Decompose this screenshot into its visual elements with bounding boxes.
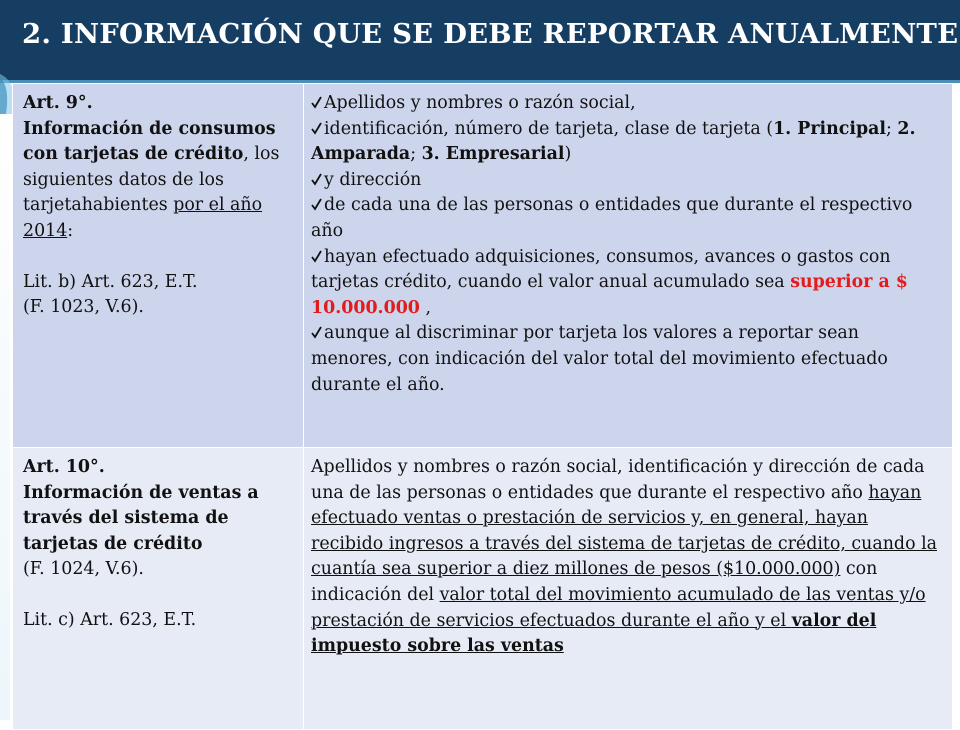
check-mark-icon: [311, 326, 322, 339]
requirements-underlined: valor total del movimiento acumulado de las ventas y/o prestación de servicios efectuados durante el año y el: [311, 584, 926, 631]
legal-reference: Lit. c) Art. 623, E.T.: [23, 609, 197, 630]
list-item: [311, 91, 942, 117]
title-bar: [0, 0, 960, 80]
article-heading: Información de ventas a través del sistema de tarjetas de crédito: [23, 482, 259, 554]
list-item: [311, 321, 942, 398]
separator-text: ;: [886, 118, 898, 139]
requirements-cell: [304, 84, 953, 448]
report-table: [12, 83, 953, 730]
requirements-text: con indicación del: [311, 559, 878, 605]
list-item-text: hayan efectuado adquisiciones, consumos, avances o gastos con tarjetas crédito, cuando el valor anual acumulado sea: [311, 246, 891, 293]
requirements-text: Apellidos y nombres o razón social, identificación y dirección de cada una de las personas o entidades que durante el respectivo año: [311, 457, 925, 503]
article-description: [23, 119, 279, 241]
check-mark-icon: [311, 173, 322, 186]
requirements-underlined: hayan efectuado ventas o prestación de servicios y, en general, hayan recibido ingresos a través del sistema de tarjetas de crédito, cuando la cuantía sea superior a diez millones de pesos ($10.000.000): [311, 482, 937, 580]
article-cell: [13, 448, 304, 730]
threshold-amount: superior a $ 10.000.000: [311, 272, 908, 318]
article-text: , los siguientes datos de los tarjetahabientes: [23, 144, 280, 216]
trailing-text: ,: [419, 297, 431, 318]
requirements-list: [311, 91, 942, 398]
article-colon: :: [67, 220, 74, 241]
article-cell: [13, 84, 304, 448]
check-mark-icon: [311, 250, 322, 263]
check-mark-icon: [311, 96, 322, 109]
check-mark-icon: [311, 198, 322, 211]
list-item-text: aunque al discriminar por tarjeta los valores a reportar sean menores, con indicación del valor total del movimiento efectuado durante el año.: [311, 323, 888, 395]
page-title: 2. INFORMACIÓN QUE SE DEBE REPORTAR ANUALMENTE: [22, 18, 959, 50]
closing-paren: ): [564, 144, 572, 165]
form-reference: (F. 1023, V.6).: [23, 297, 144, 318]
table-row: [13, 448, 953, 730]
form-reference: (F. 1024, V.6).: [23, 559, 144, 580]
table-row: [13, 84, 953, 448]
article-heading: Información de consumos con tarjetas de crédito: [23, 118, 276, 165]
list-item: [311, 245, 942, 322]
article-number: Art. 9°.: [23, 93, 93, 113]
list-item: [311, 117, 942, 168]
card-class-amparada: 2. Amparada: [311, 118, 916, 165]
left-decoration: [0, 83, 10, 720]
list-item-text: Apellidos y nombres o razón social,: [324, 93, 636, 113]
check-mark-icon: [311, 122, 322, 135]
list-item: [311, 168, 942, 194]
card-class-empresarial: 3. Empresarial: [421, 144, 565, 165]
list-item-text: identificación, número de tarjeta, clase de tarjeta (: [324, 118, 774, 139]
list-item-text: de cada una de las personas o entidades que durante el respectivo año: [311, 195, 913, 241]
vat-value-text: valor del impuesto sobre las ventas: [311, 610, 877, 657]
card-class-principal: 1. Principal: [773, 118, 887, 139]
legal-reference: Lit. b) Art. 623, E.T.: [23, 271, 198, 292]
article-period: por el año 2014: [23, 195, 263, 241]
requirements-cell: [304, 448, 953, 730]
article-number: Art. 10°.: [23, 457, 105, 477]
list-item: [311, 193, 942, 244]
separator-text: ;: [410, 144, 422, 165]
list-item-text: y dirección: [324, 169, 422, 190]
